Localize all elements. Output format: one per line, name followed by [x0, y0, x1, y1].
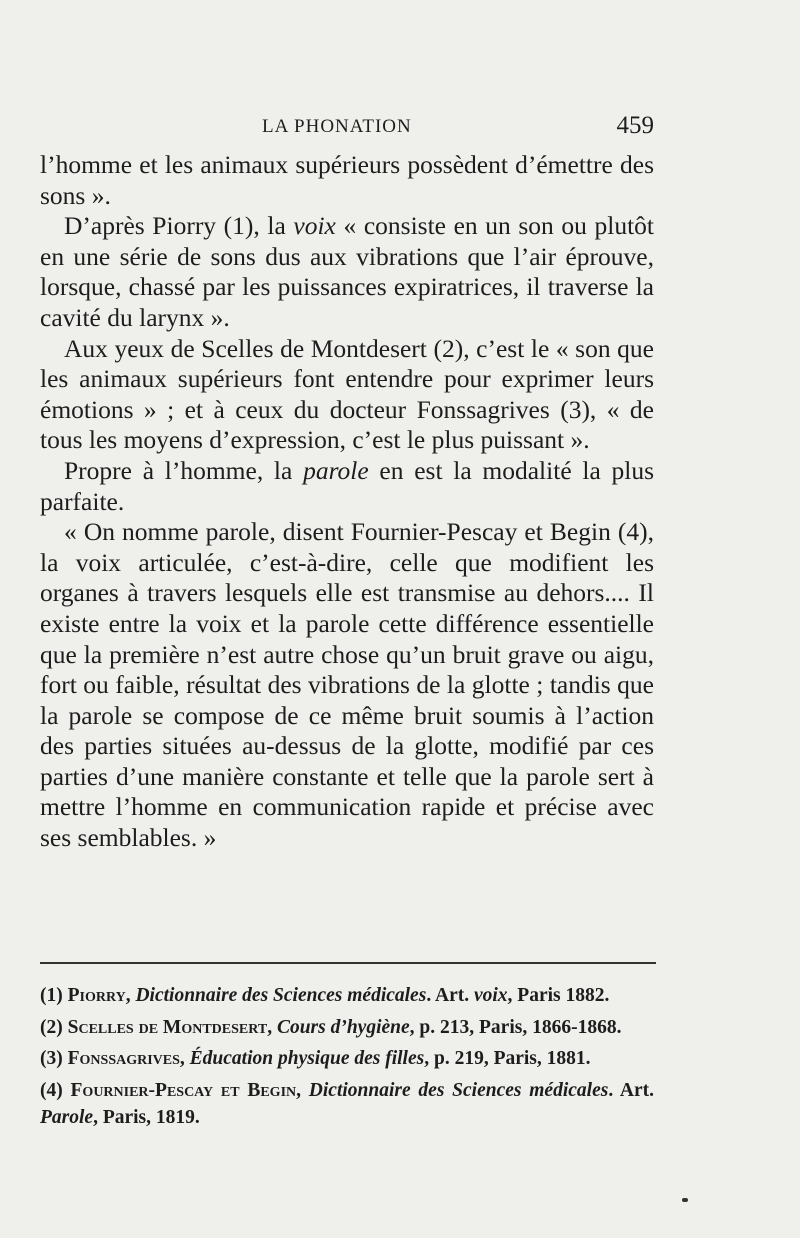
footnote-title: Éducation physique des filles	[189, 1048, 425, 1069]
footnote-tail: , Paris 1882.	[507, 985, 610, 1006]
footnote-detail: , p. 213, Paris, 1866-1868.	[409, 1016, 622, 1038]
paragraph-4-text-a: Propre à l’homme, la	[64, 455, 304, 485]
paragraph-2-emphasis: voix	[293, 211, 336, 241]
footnote-number: (4)	[40, 1079, 71, 1101]
footnote-author: Scelles de Montdesert	[67, 1016, 268, 1038]
footnote-author: Fournier-Pescay et Begin	[70, 1079, 297, 1101]
footnote-separator: ,	[267, 1016, 277, 1038]
paragraph-2-text-a: D’après Piorry (1), la	[64, 211, 294, 241]
page-number: 459	[616, 112, 654, 139]
footnote-divider	[40, 962, 656, 964]
footnote-detail: . Art.	[608, 1079, 655, 1101]
footnote-title: Dictionnaire des Sciences médicales	[308, 1079, 609, 1101]
paragraph-2-text-b: « consiste en un son ou plutôt en une série de sons dus aux vibrations que l’air éprouve, lorsque, chassé par les puissances expiratrices, il traverse la cavité du larynx ».	[40, 211, 654, 332]
footnote-title: Cours d’hygiène	[276, 1016, 410, 1038]
footnote-2	[40, 1014, 654, 1042]
footnotes	[40, 982, 654, 1136]
paragraph-3: Aux yeux de Scelles de Montdesert (2), c’est le « son que les animaux supérieurs font entendre pour exprimer leurs émotions » ; et à ceux du docteur Fonssagrives (3), « de tous les moyens d’expression, c’est le plus puissant ».	[40, 333, 654, 455]
main-text	[40, 150, 654, 854]
footnote-number: (3)	[40, 1048, 68, 1069]
footnote-tail: , Paris, 1819.	[93, 1107, 200, 1128]
footnote-title: Dictionnaire des Sciences médicales	[135, 985, 427, 1006]
paragraph-5: « On nomme parole, disent Fournier-Pescay et Begin (4), la voix articulée, c’est-à-dire, celle que modifient les organes à travers lesquels elle est transmise au dehors.... Il existe entre la voix et la parole cette différence essentielle que la première n’est autre chose qu’un bruit grave ou aigu, fort ou faible, résultat des vibrations de la glotte ; tandis que la parole se compose de ce même bruit soumis à l’action des parties situées au-dessus de la glotte, modifié par ces parties d’une manière constante et telle que la parole sert à mettre l’homme en communication rapide et précise avec ses semblables. »	[40, 517, 654, 853]
footnote-detail: . Art.	[426, 985, 474, 1006]
footnote-article: Parole	[40, 1107, 94, 1128]
footnote-number: (2)	[40, 1016, 68, 1038]
paragraph-4	[40, 456, 654, 517]
footnote-article: voix	[473, 985, 508, 1006]
ink-speck	[682, 1198, 688, 1202]
footnote-number: (1)	[40, 985, 68, 1006]
footnote-separator: ,	[296, 1079, 309, 1101]
page-header	[40, 112, 654, 146]
footnote-detail: , p. 219, Paris, 1881.	[424, 1048, 591, 1069]
running-title: LA PHONATION	[262, 116, 412, 137]
footnote-3	[40, 1045, 654, 1073]
paragraph-4-text-b: en est la modalité la plus parfaite.	[40, 455, 654, 516]
paragraph-4-emphasis: parole	[303, 455, 369, 485]
footnote-author: Fonssagrives	[67, 1048, 180, 1069]
footnote-1	[40, 982, 654, 1010]
paragraph-1: l’homme et les animaux supérieurs possèdent d’émettre des sons ».	[40, 150, 654, 210]
footnote-separator: ,	[125, 985, 136, 1006]
footnote-4	[40, 1077, 654, 1132]
footnote-author: Piorry	[67, 985, 126, 1006]
footnote-separator: ,	[179, 1048, 190, 1069]
paragraph-2	[40, 211, 654, 333]
